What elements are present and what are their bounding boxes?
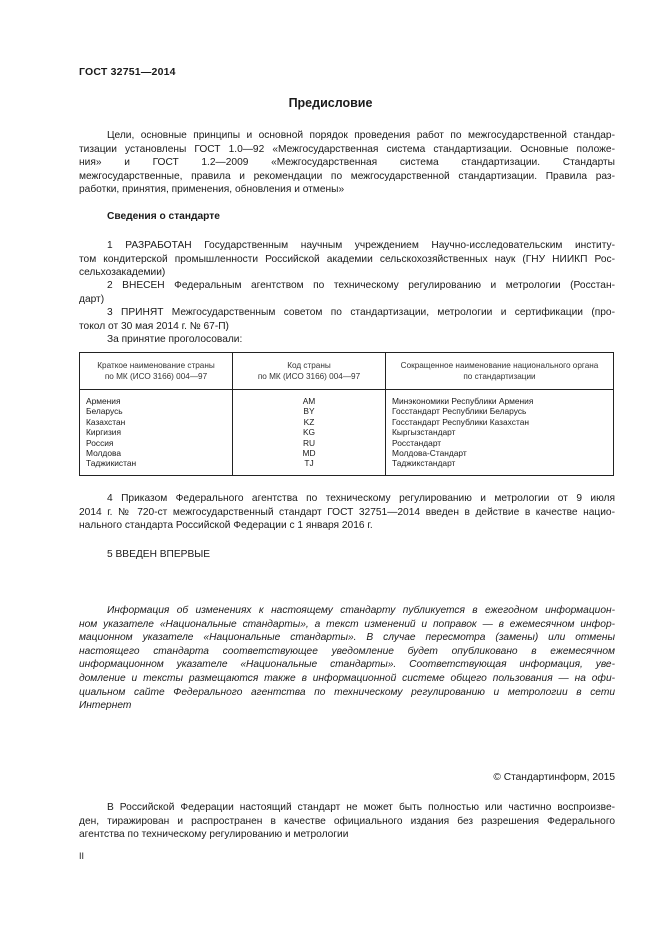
intro-paragraph	[79, 129, 615, 197]
copyright: © Стандартинформ, 2015	[493, 772, 615, 783]
page-number: II	[79, 851, 85, 861]
text-line: ния» и ГОСТ 1.2—2009 «Межгосударственная система стандартизации. Стандарты	[79, 157, 615, 169]
column-header-code: Код страны по МК (ИСО 3166) 004—97	[233, 353, 386, 390]
country-code: RU	[302, 437, 316, 448]
text-line: Цели, основные принципы и основной порядок проведения работ по межгосударственной стандар-	[107, 130, 615, 141]
text-line: ден, тиражирован и распространен в качестве официального издания без разрешения Федерального	[79, 815, 615, 827]
country-code: BY	[303, 406, 315, 417]
text-line: сельхозакадемии)	[79, 267, 166, 279]
country-name: Армения	[86, 396, 121, 406]
document-id-header: ГОСТ 32751—2014	[79, 66, 176, 78]
national-body-name: Кыргызстандарт	[392, 427, 456, 438]
text-line: агентства по техническому регулированию и метрологии	[79, 829, 349, 841]
country-code: TJ	[304, 458, 314, 469]
text-line: работки, принятия, применения, обновления и отмены»	[79, 184, 345, 196]
country-name: Казахстан	[86, 416, 126, 427]
changes-information-paragraph	[79, 604, 615, 713]
national-body-name: Минэкономики Республики Армения	[392, 396, 534, 406]
text-line: настоящего стандарта соответствующее уведомление будет опубликовано в ежемесячном	[79, 645, 615, 657]
code-column	[233, 390, 386, 476]
item-1-developed	[79, 239, 615, 280]
member-bodies-table	[79, 352, 614, 476]
text-line: 2 ВНЕСЕН Федеральным агентством по техническому регулированию и метрологии (Росстан-	[107, 280, 615, 291]
item-3-adopted	[79, 306, 615, 333]
text-line: домление и тексты размещаются также в информационной системе общего пользования — на офи-	[79, 672, 615, 684]
country-column	[80, 390, 233, 476]
copyright-row	[79, 771, 615, 785]
country-code: KZ	[303, 416, 315, 427]
text-line: мационном указателе «Национальные стандарты». В случае пересмотра (замены) или отмены	[79, 632, 615, 644]
text-line: токол от 30 мая 2014 г. № 67-П)	[79, 320, 229, 332]
country-code: KG	[302, 427, 316, 438]
item-5-row	[79, 548, 615, 562]
national-body-name: Госстандарт Республики Беларусь	[392, 406, 527, 417]
column-header-body: Сокращенное наименование национального органа по стандартизации	[386, 353, 614, 390]
column-header-country: Краткое наименование страны по МК (ИСО 3166) 004—97	[80, 353, 233, 390]
national-body-name: Молдова-Стандарт	[392, 448, 467, 459]
country-name: Россия	[86, 437, 114, 448]
text-line: информационном указателе «Национальные стандарты». Соответствующая информация, уве-	[79, 659, 615, 671]
item-5-first-introduced: 5 ВВЕДЕН ВПЕРВЫЕ	[107, 549, 211, 560]
text-line: 4 Приказом Федерального агентства по техническому регулированию и метрологии от 9 июля	[107, 493, 615, 504]
item-4-order	[79, 492, 615, 533]
text-line: В Российской Федерации настоящий стандарт не может быть полностью или частично воспроизве-	[107, 802, 615, 813]
page-title: Предисловие	[288, 96, 373, 110]
text-line: тизации установлены ГОСТ 1.0—92 «Межгосударственная система стандартизации. Основные положе-	[79, 143, 615, 155]
text-line: том кондитерской промышленности Российской академии сельскохозяйственных наук (ГНУ НИИКП Рос-	[79, 253, 615, 265]
text-line: ном указателе «Национальные стандарты», а текст изменений и поправок — в ежемесячном инфор-	[79, 618, 615, 630]
voted-label-row	[79, 333, 615, 347]
national-body-name: Таджикстандарт	[392, 458, 456, 469]
text-line: 1 РАЗРАБОТАН Государственным научным учреждением Научно-исследовательским институ-	[107, 240, 615, 251]
table-body-row	[80, 390, 614, 476]
item-2-introduced	[79, 279, 615, 306]
legal-notice-paragraph	[79, 801, 615, 842]
text-line: циальном сайте Федерального агентства по техническому регулированию и метрологии в сети	[79, 686, 615, 698]
voted-label: За принятие проголосовали:	[107, 334, 243, 345]
text-line: межгосударственные, правила и рекомендации по межгосударственной стандартизации. Правила раз-	[79, 170, 615, 182]
table-header-row	[80, 353, 614, 390]
text-line: Информация об изменениях к настоящему стандарту публикуется в ежегодном информацион-	[107, 605, 615, 616]
country-code: MD	[302, 448, 316, 459]
country-name: Киргизия	[86, 427, 122, 438]
text-line: дарт)	[79, 293, 105, 305]
country-code: AM	[302, 396, 316, 406]
text-line: нального стандарта Российской Федерации с 1 января 2016 г.	[79, 520, 373, 532]
country-name: Молдова	[86, 448, 121, 459]
text-line: 2014 г. № 720-ст межгосударственный стандарт ГОСТ 32751—2014 введен в действие в качестве нацио-	[79, 506, 615, 518]
section-subheading: Сведения о стандарте	[107, 211, 220, 222]
text-line: Интернет	[79, 700, 132, 712]
country-name: Таджикистан	[86, 458, 137, 469]
national-body-name: Госстандарт Республики Казахстан	[392, 416, 529, 427]
country-name: Беларусь	[86, 406, 123, 417]
text-line: 3 ПРИНЯТ Межгосударственным советом по стандартизации, метрологии и сертификации (про-	[107, 307, 615, 318]
national-body-column	[386, 390, 614, 476]
national-body-name: Росстандарт	[392, 437, 442, 448]
